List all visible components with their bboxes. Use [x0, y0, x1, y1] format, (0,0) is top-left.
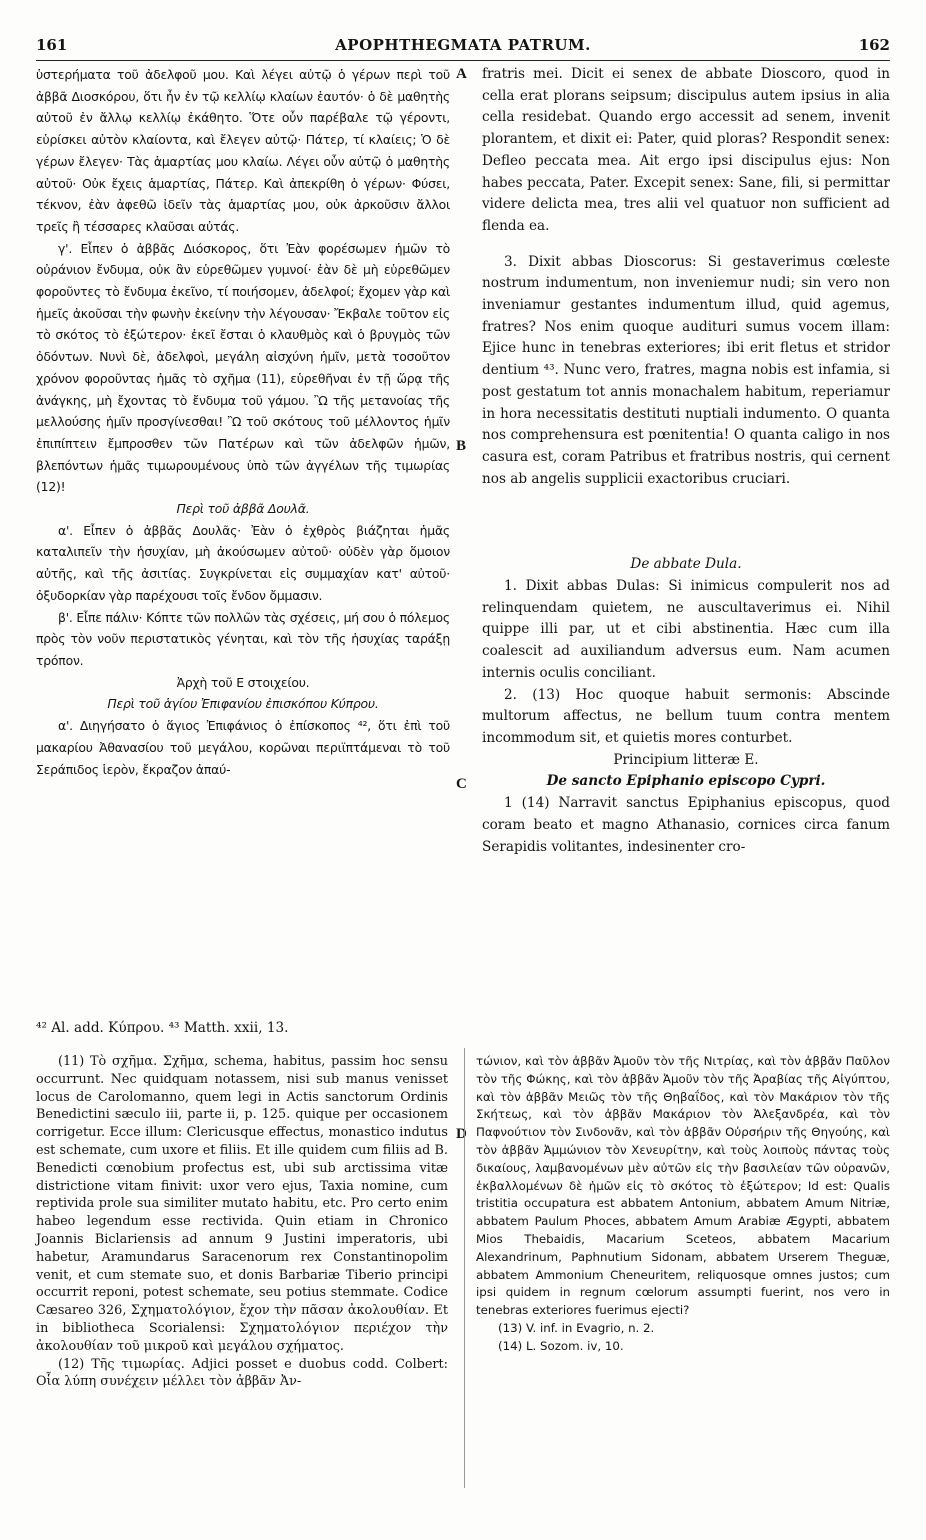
- note-paragraph: (14) L. Sozom. iv, 10.: [498, 1338, 624, 1353]
- notes-right: [476, 1053, 890, 1356]
- latin-paragraph: 1 (14) Narravit sanctus Epiphanius episcopus, quod coram beato et magno Athanasio, cornices circa fanum Serapidis volitantes, indesinenter cro-: [482, 795, 890, 855]
- greek-heading: Περὶ τοῦ ἁγίου Ἐπιφανίου ἐπισκόπου Κύπρου.: [107, 696, 379, 712]
- note-paragraph: τώνιον, καὶ τὸν ἀββᾶν Ἀμοῦν τὸν τῆς Νιτρίας, καὶ τὸν ἀββᾶν Παῦλον τὸν τῆς Φώκης, καὶ τὸν ἀββᾶν Ἀμοῦν τὸν τῆς Ἀραβίας τῆς Αἰγύπτου, καὶ τὸν ἀββᾶν Μειῶς τὸν τῆς Θηβαΐδος, καὶ τὸν Μακάριον τὸν τῆς Σκήτεως, καὶ τὸν ἀββᾶν Μακάριον τὸν Ἀλεξανδρέα, καὶ τὸν Παφνούτιον τὸν Σινδονᾶν, καὶ τὸν ἀββᾶν Οὐρσήριν τῆς Θηγούης, καὶ τὸν ἀββᾶν Ἀμμώνιον τὸν Χενευρίτην, καὶ τοὺς λοιποὺς πάντας τοὺς δικαίους, λαμβανομένων μὲν αὐτῶν εἰς τὴν βασιλείαν τῶν οὐρανῶν, ἐκβαλλομένων δὲ ἡμῶν εἰς τὸ σκότος τὸ ἐξώτερον; Id est: Qualis tristitia occupatura est abbatem Antonium, abbatem Amum Nitriæ, abbatem Paulum Phoces, abbatem Amum Arabiæ Ægypti, abbatem Mios Thebaidis, Macarium Sceteos, abbatem Macarium Alexandrinum, Paphnutium Sidonam, abbatem Urserem Theguæ, abbatem Ammonium Cheneuritem, reliquosque omnes justos; cum ipsi quidem in regnum cœlorum assumpti fuerint, nos vero in tenebras exteriores fuerimus ejecti?: [476, 1054, 890, 1318]
- greek-paragraph: α'. Εἶπεν ὁ ἀββᾶς Δουλᾶς· Ἐὰν ὁ ἐχθρὸς βιάζηται ἡμᾶς καταλιπεῖν τὴν ἡσυχίαν, μὴ ἀκούσωμεν αὐτοῦ· οὐδὲν γὰρ ὅμοιον αὐτῆς, καὶ τῆς ἀσιτίας. Συγκρίνεται εἰς συμμαχίαν κατ' αὐτοῦ· ὀξυδορκίαν γὰρ παρέχουσι τοῖς ἔνδον ὄμμασιν.: [36, 522, 450, 603]
- greek-paragraph: β'. Εἶπε πάλιν· Κόπτε τῶν πολλῶν τὰς σχέσεις, μή σου ὁ πόλεμος πρὸς τὸν νοῦν περιστατικὸς γένηται, καὶ τὸν τῆς ἡσυχίας ταράξῃ τρόπον.: [36, 609, 450, 668]
- greek-paragraph: α'. Διηγήσατο ὁ ἅγιος Ἐπιφάνιος ὁ ἐπίσκοπος ⁴², ὅτι ἐπὶ τοῦ μακαρίου Ἀθανασίου τοῦ μεγάλου, κορῶναι περιϊπτάμεναι τὸ τοῦ Σεράπιδος ἱερὸν, ἔκραζον ἀπαύ-: [36, 718, 450, 777]
- latin-heading: De abbate Dula.: [630, 556, 742, 573]
- notes-left: [36, 1053, 448, 1391]
- page-header: [36, 36, 890, 60]
- note-paragraph: (13) V. inf. in Evagrio, n. 2.: [498, 1320, 655, 1335]
- greek-heading: Ἀρχὴ τοῦ Ε στοιχείου.: [176, 674, 310, 690]
- margin-marker-b: B: [456, 438, 467, 454]
- running-title: APOPHTHEGMATA PATRUM.: [335, 36, 591, 54]
- greek-paragraph: ὑστερήματα τοῦ ἀδελφοῦ μου. Καὶ λέγει αὐτῷ ὁ γέρων περὶ τοῦ ἀββᾶ Διοσκόρου, ὅτι ἦν ἐν τῷ κελλίῳ κλαίων ἑαυτόν· ὁ δὲ μαθητὴς αὐτοῦ ἐν ἄλλῳ κελλίῳ ἐκάθητο. Ὅτε οὖν παρέβαλε τῷ γέροντι, εὑρίσκει αὐτὸν κλαίοντα, καὶ ἔλεγεν αὐτῷ· Πάτερ, τί κλαίεις; Ὁ δὲ γέρων ἔλεγεν· Τὰς ἁμαρτίας μου κλαίω. Λέγει οὖν αὐτῷ ὁ μαθητὴς αὐτοῦ· Οὐκ ἔχεις ἁμαρτίας, Πάτερ. Καὶ ἀπεκρίθη ὁ γέρων· Φύσει, τέκνον, ἐὰν ἀφεθῶ ἰδεῖν τὰς ἁμαρτίας μου, οὐκ ἀρκοῦσιν ἄλλοι τρεῖς ἢ τέσσαρες κλαῦσαι αὐτάς.: [36, 67, 450, 234]
- footnote-line: ⁴² Al. add. Κύπρου. ⁴³ Matth. xxii, 13.: [36, 1020, 289, 1036]
- latin-heading: De sancto Epiphanio episcopo Cypri.: [546, 773, 826, 790]
- latin-paragraph: 1. Dixit abbas Dulas: Si inimicus compulerit nos ad relinquendam quietem, ne auscultaverimus ei. Nihil quippe illi par, ut et cibi abstinentia. Hæc cum illa coalescit ad auxiliandum adversus eum. Nam acumen internis oculis conciliant.: [482, 578, 890, 681]
- left-page-number: 161: [36, 36, 68, 54]
- greek-heading: Περὶ τοῦ ἀββᾶ Δουλᾶ.: [176, 501, 310, 517]
- latin-paragraph: fratris mei. Dicit ei senex de abbate Dioscoro, quod in cella erat plorans seipsum; discipulus autem ipsius in alia cella residebat. Quando ergo accessit ad senem, invenit plorantem, et dixit ei: Pater, quid ploras? Respondit senex: Defleo peccata mea. Ait ergo ipsi discipulus ejus: Non habes peccata, Pater. Excepit senex: Sane, fili, si permittar videre delicta mea, tres alii vel quatuor non sufficient ad flenda ea.: [482, 66, 890, 234]
- latin-paragraph: 2. (13) Hoc quoque habuit sermonis: Abscinde multorum affectus, ne bellum tuum contra mentem incommodum sit, et quietis mores conturbet.: [482, 686, 890, 746]
- greek-column: [36, 64, 450, 780]
- margin-marker-a: A: [456, 66, 467, 82]
- margin-marker-d: D: [456, 1126, 467, 1142]
- latin-column: [482, 64, 890, 858]
- notes-divider: [464, 1048, 465, 1488]
- header-rule: [36, 60, 890, 61]
- greek-paragraph: γ'. Εἶπεν ὁ ἀββᾶς Διόσκορος, ὅτι Ἐὰν φορέσωμεν ἡμῶν τὸ οὐράνιον ἔνδυμα, οὐκ ἂν εὑρεθῶμεν γυμνοί· ἐὰν δὲ μὴ εὑρεθῶμεν φοροῦντες τὸ ἔνδυμα ἐκεῖνο, τί ποιήσομεν, ἀδελφοί; ἔχομεν γὰρ καὶ ἡμεῖς ἀκοῦσαι τὴν φωνὴν ἐκείνην τὴν λέγουσαν· Ἔκβαλε τοῦτον εἰς τὸ σκότος τὸ ἐξώτερον· ἐκεῖ ἔσται ὁ κλαυθμὸς καὶ ὁ βρυγμὸς τῶν ὀδόντων. Νυνὶ δὲ, ἀδελφοὶ, μεγάλη αἰσχύνη ἡμῖν, μετὰ τοσοῦτον χρόνον φοροῦντας ἡμᾶς τὸ σχῆμα (11), εὑρεθῆναι ἐν τῇ ὥρᾳ τῆς ἀνάγκης, μὴ ἔχοντας τὸ ἔνδυμα τοῦ γάμου. Ὢ τῆς μετανοίας τῆς μελλούσης ἡμῖν προσγίνεσθαι! Ὢ τοῦ σκότους τοῦ μέλλοντος ἡμῖν ἐπιπίπτειν ἔμπροσθεν τῶν Πατέρων καὶ τῶν ἀδελφῶν ἡμῶν, βλεπόντων ἡμᾶς τιμωρουμένους ὑπὸ τῶν ἀγγέλων τῆς τιμωρίας (12)!: [36, 240, 450, 495]
- margin-marker-c: C: [456, 776, 467, 792]
- right-page-number: 162: [858, 36, 890, 54]
- note-paragraph: (11) Τὸ σχῆμα. Σχῆμα, schema, habitus, passim hoc sensu occurrunt. Nec quidquam notassem, nisi sub manus venisset locus de Carolomanno, quem legi in Actis sanctorum Ordinis Benedictini sæculo iii, parte ii, p. 125. quique per occasionem corrigetur. Ecce illum: Clericusque effectus, monastico indutus est schemate, cum uxore et filiis. Et ille quidem cum filiis ad B. Benedicti cœnobium profectus est, ubi sub arctissima vitæ districtione vitam finivit: uxor vero ejus, Taxia nomine, cum reptivida prole sua similiter mutato habitu, etc. Pro certo enim habeo legendum esse rectivida. Quin etiam in Chronico Joannis Biclariensis ad annum 9 Justini imperatoris, ubi habetur, Aramundarus Saracenorum rex Constantinopolim venit, et cum stemate suo, et donis Barbariæ Tiberio principi occurrit reponi, potest schemate, seu potius stemmate. Codice Cæsareo 326, Σχηματολόγιον, ἔχον τὴν πᾶσαν ἀκολουθίαν. Et in bibliotheca Scorialensi: Σχηματολόγιον περιέχον τὴν ἀκολουθίαν τοῦ μικροῦ καὶ μεγάλου σχήματος.: [36, 1054, 448, 1354]
- latin-paragraph: 3. Dixit abbas Dioscorus: Si gestaverimus cœleste nostrum indumentum, non inveniemur nudi; sin vero non inveniamur gestantes indumentum illud, quid agemus, fratres? Nos enim quoque audituri sumus vocem illam: Ejice hunc in tenebras exteriores; ibi erit fletus et stridor dentium ⁴³. Nunc vero, fratres, magna nobis est infamia, si post gestatum tot annis monachalem habitum, reperiamur in hora necessitatis destituti nuptiali indumento. O quanta nos comprehensura est pœnitentia! O quanta caligo in nos casura est, coram Patribus et fratribus nostris, qui cernent nos ab angelis supplicii exactoribus cruciari.: [482, 253, 890, 487]
- latin-heading: Principium litteræ E.: [613, 751, 759, 768]
- note-paragraph: (12) Τῆς τιμωρίας. Adjici posset e duobus codd. Colbert: Οἷα λύπη συνέχειν μέλλει τὸν ἀββᾶν Ἀν-: [36, 1356, 448, 1390]
